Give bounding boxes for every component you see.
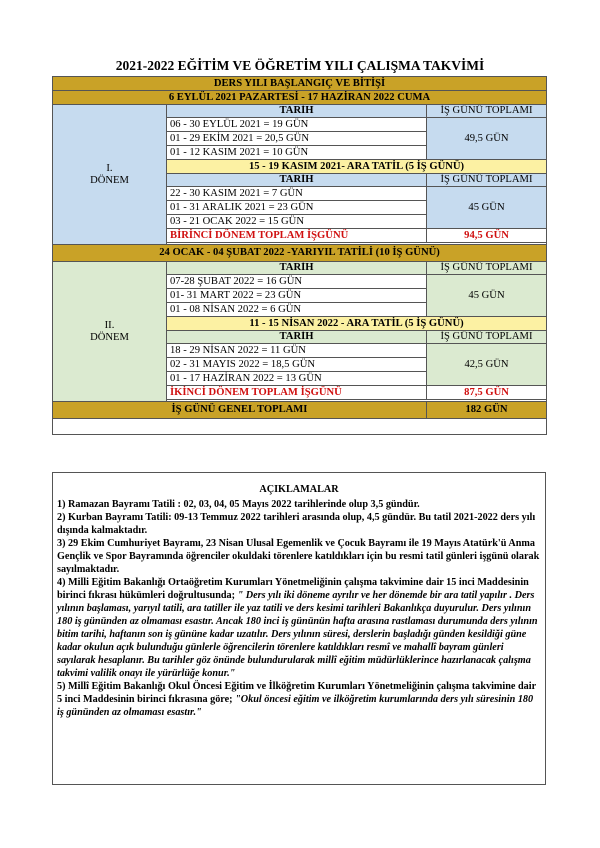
calendar-table	[52, 76, 547, 435]
date-range: 07-28 ŞUBAT 2022 = 16 GÜN	[167, 275, 427, 289]
date-range: 01- 31 MART 2022 = 23 GÜN	[167, 289, 427, 303]
donem1-total-header-2: İŞ GÜNÜ TOPLAMI	[427, 174, 547, 187]
donem2-total-label: İKİNCİ DÖNEM TOPLAM İŞGÜNÜ	[167, 386, 427, 400]
donem1-tarih-header-2: TARİH	[167, 174, 427, 187]
donem1-total-header: İŞ GÜNÜ TOPLAMI	[427, 105, 547, 118]
yariyil-row	[53, 245, 547, 262]
donem2-tarih-header: TARİH	[167, 262, 427, 275]
header-row-2	[53, 91, 547, 105]
donem1-label-cell	[53, 105, 167, 245]
donem2-part1-total: 45 GÜN	[427, 275, 547, 317]
donem2-label: DÖNEM	[90, 331, 129, 343]
donem2-ara-tatil: 11 - 15 NİSAN 2022 - ARA TATİL (5 İŞ GÜNÜ)	[167, 317, 547, 331]
note-2: 2) Kurban Bayramı Tatili: 09-13 Temmuz 2022 tarihleri arasında olup, 4,5 gündür. Bu tatil 2021-2022 ders yılı dışında kalmaktadır.	[57, 512, 536, 536]
date-range: 06 - 30 EYLÜL 2021 = 19 GÜN	[167, 118, 427, 132]
note-3: 3) 29 Ekim Cumhuriyet Bayramı, 23 Nisan Ulusal Egemenlik ve Çocuk Bayramı ile 19 Mayıs Atatürk'ü Anma Gençlik ve Spor Bayramında öğrenciler okuldaki törenlere katıldıkları için bu resmi tatil günleri işgünü olarak sayılmaktadır.	[57, 538, 540, 575]
date-range: 01 - 29 EKİM 2021 = 20,5 GÜN	[167, 132, 427, 146]
note-4-quote: " Ders yılı iki döneme ayrılır ve her dönemde bir ara tatil yapılır . Ders yılının başlaması, yarıyıl tatili, ara tatiller ile yaz tatili ve ders kesimi tarihleri Bakanlıkça duyurulur. Ders yılının 180 iş gününden az olmaması esastır. Ancak 180 inci iş gününün hafta arasına rastlaması durumunda ders yılının bitim tarihi, haftanın son iş gününe kadar uzatılır. Ders yılının süresi, derslerin başladığı günden kesildiği güne kadar okulun açık bulunduğu günlerle öğrencilerin törenlere katıldıkları resmî ve mahallî bayram günleri sayılarak hesaplanır. Bu tarihler göz önünde bulundurularak millî eğitim müdürlüklerince hazırlanacak çalışma takvimi valilik onayı ile yürürlüğe konur."	[57, 590, 538, 679]
header-line-2: 6 EYLÜL 2021 PAZARTESİ - 17 HAZİRAN 2022 CUMA	[53, 91, 547, 105]
donem1-part2-total: 45 GÜN	[427, 187, 547, 229]
blank-cell	[53, 419, 547, 435]
header-line-1: DERS YILI BAŞLANGIÇ VE BİTİŞİ	[53, 77, 547, 91]
note-5-quote: "Okul öncesi eğitim ve ilköğretim kurumlarında ders yılı süresinin 180 iş gününden az olmaması esastır."	[57, 694, 534, 718]
date-range: 22 - 30 KASIM 2021 = 7 GÜN	[167, 187, 427, 201]
notes-heading: AÇIKLAMALAR	[259, 484, 339, 495]
page-title: 2021-2022 EĞİTİM VE ÖĞRETİM YILI ÇALIŞMA TAKVİMİ	[115, 58, 485, 73]
date-range: 03 - 21 OCAK 2022 = 15 GÜN	[167, 215, 427, 229]
date-range: 01 - 17 HAZİRAN 2022 = 13 GÜN	[167, 372, 427, 386]
note-1: 1) Ramazan Bayramı Tatili : 02, 03, 04, 05 Mayıs 2022 tarihlerinde olup 3,5 gündür.	[57, 499, 420, 510]
notes-box	[52, 472, 546, 785]
donem1-ara-tatil: 15 - 19 KASIM 2021- ARA TATİL (5 İŞ GÜNÜ)	[167, 160, 547, 174]
donem1-label-num: I.	[106, 162, 113, 174]
donem1-label: DÖNEM	[90, 174, 129, 186]
date-range: 02 - 31 MAYIS 2022 = 18,5 GÜN	[167, 358, 427, 372]
date-range: 18 - 29 NİSAN 2022 = 11 GÜN	[167, 344, 427, 358]
note-4	[57, 576, 541, 680]
donem2-total-value: 87,5 GÜN	[427, 386, 547, 400]
donem2-col-header	[53, 262, 547, 275]
yariyil-tatili: 24 OCAK - 04 ŞUBAT 2022 -YARIYIL TATİLİ (10 İŞ GÜNÜ)	[53, 245, 547, 262]
donem1-tarih-header: TARİH	[167, 105, 427, 118]
date-range: 01 - 08 NİSAN 2022 = 6 GÜN	[167, 303, 427, 317]
note-4-intro: 4) Milli Eğitim Bakanlığı Ortaöğretim Kurumları Yönetmeliğinin çalışma takvimine dair 15 inci Maddesinin birinci fıkrası hükümleri doğrultusunda;	[57, 577, 529, 601]
header-row-1	[53, 77, 547, 91]
blank-row	[53, 419, 547, 435]
note-5-intro: 5) Millî Eğitim Bakanlığı Okul Öncesi Eğitim ve İlköğretim Kurumları Yönetmeliğinin çalışma takvimine dair 5 inci Maddesinin birinci fıkrasına göre;	[57, 681, 536, 705]
donem2-label-cell	[53, 262, 167, 402]
genel-toplam-label: İŞ GÜNÜ GENEL TOPLAMI	[53, 402, 427, 419]
genel-toplam-row	[53, 402, 547, 419]
note-5	[57, 680, 541, 719]
donem1-total-value: 94,5 GÜN	[427, 229, 547, 243]
donem1-part1-total: 49,5 GÜN	[427, 118, 547, 160]
donem2-total-header: İŞ GÜNÜ TOPLAMI	[427, 262, 547, 275]
donem2-total-header-2: İŞ GÜNÜ TOPLAMI	[427, 331, 547, 344]
date-range: 01 - 12 KASIM 2021 = 10 GÜN	[167, 146, 427, 160]
donem1-col-header	[53, 105, 547, 118]
donem1-total-label: BİRİNCİ DÖNEM TOPLAM İŞGÜNÜ	[167, 229, 427, 243]
donem2-part2-total: 42,5 GÜN	[427, 344, 547, 386]
genel-toplam-value: 182 GÜN	[427, 402, 547, 419]
donem2-tarih-header-2: TARİH	[167, 331, 427, 344]
donem2-label-num: II.	[104, 319, 115, 331]
date-range: 01 - 31 ARALIK 2021 = 23 GÜN	[167, 201, 427, 215]
